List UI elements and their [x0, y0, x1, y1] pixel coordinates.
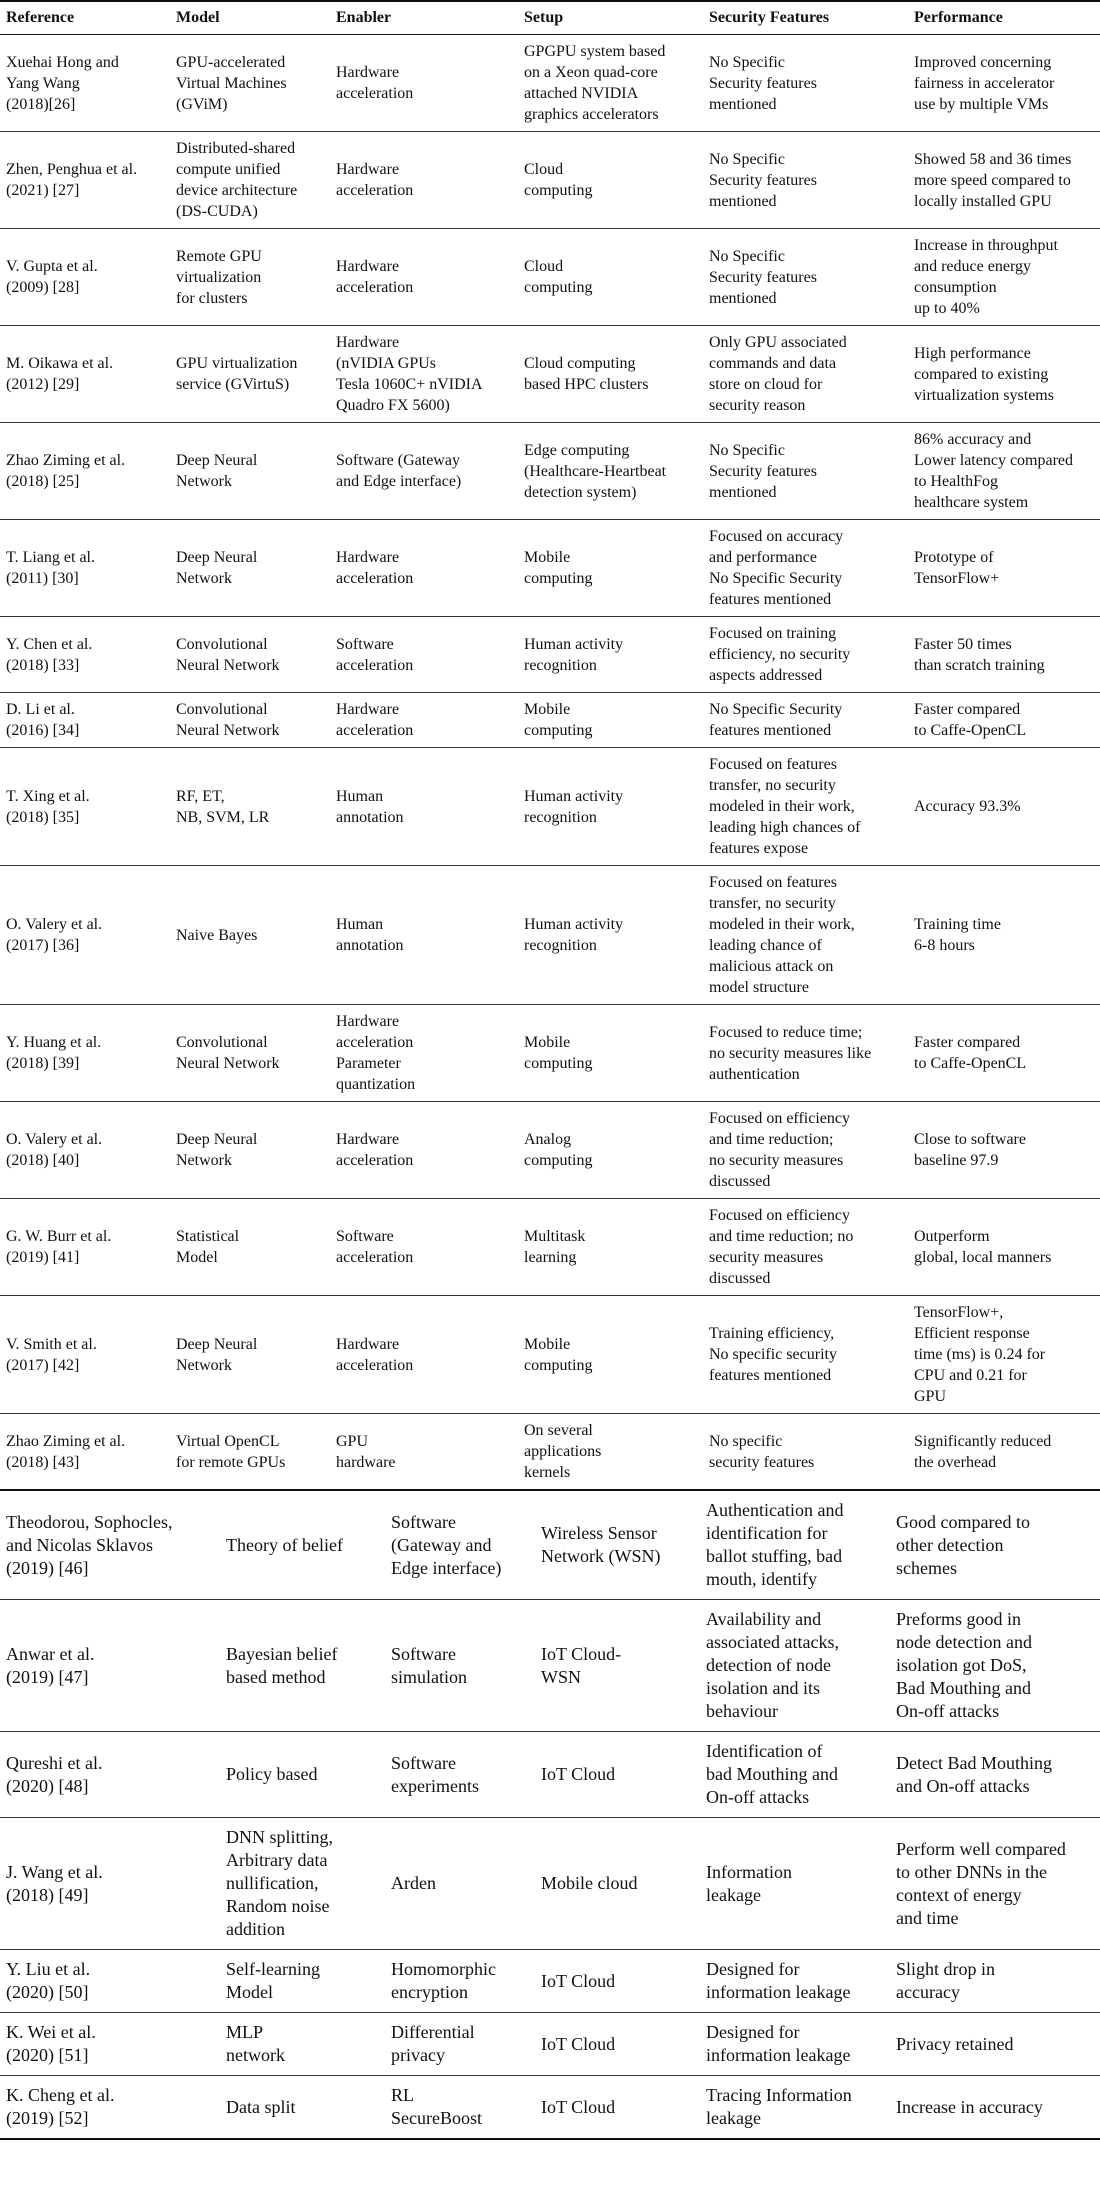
cell-enabler: Hardware acceleration	[330, 1296, 518, 1414]
table-row	[0, 1950, 1100, 2013]
cell-setup: GPGPU system based on a Xeon quad-core attached NVIDIA graphics accelerators	[518, 35, 703, 132]
cell-security-features: Training efficiency, No specific security features mentioned	[703, 1296, 908, 1414]
cell-enabler: Hardware acceleration	[330, 35, 518, 132]
table-row	[0, 1199, 1100, 1296]
table-row	[0, 35, 1100, 132]
cell-performance: Increase in accuracy	[890, 2076, 1100, 2140]
cell-performance: TensorFlow+, Efficient response time (ms) is 0.24 for CPU and 0.21 for GPU	[908, 1296, 1100, 1414]
cell-enabler: Human annotation	[330, 866, 518, 1005]
cell-performance: Good compared to other detection schemes	[890, 1491, 1100, 1600]
table-row	[0, 132, 1100, 229]
cell-security-features: Focused on efficiency and time reduction; no security measures discussed	[703, 1102, 908, 1199]
cell-security-features: No Specific Security features mentioned	[703, 229, 908, 326]
cell-security-features: No Specific Security features mentioned	[703, 35, 908, 132]
table-row	[0, 617, 1100, 693]
cell-reference: Theodorou, Sophocles, and Nicolas Sklavos (2019) [46]	[0, 1491, 220, 1600]
table-row	[0, 2013, 1100, 2076]
table-row	[0, 520, 1100, 617]
cell-model: Deep Neural Network	[170, 1102, 330, 1199]
table-row	[0, 1005, 1100, 1102]
cell-model: Self-learning Model	[220, 1950, 385, 2013]
cell-performance: Privacy retained	[890, 2013, 1100, 2076]
cell-setup: Mobile cloud	[535, 1818, 700, 1950]
cell-enabler: Software experiments	[385, 1732, 535, 1818]
cell-setup: Edge computing (Healthcare-Heartbeat detection system)	[518, 423, 703, 520]
cell-security-features: Focused to reduce time; no security measures like authentication	[703, 1005, 908, 1102]
table-row	[0, 1491, 1100, 1600]
cell-reference: O. Valery et al. (2017) [36]	[0, 866, 170, 1005]
cell-model: Remote GPU virtualization for clusters	[170, 229, 330, 326]
cell-setup: Multitask learning	[518, 1199, 703, 1296]
cell-security-features: Information leakage	[700, 1818, 890, 1950]
comparison-table-bottom	[0, 1491, 1100, 2140]
cell-model: Convolutional Neural Network	[170, 693, 330, 748]
cell-reference: G. W. Burr et al. (2019) [41]	[0, 1199, 170, 1296]
cell-enabler: GPU hardware	[330, 1414, 518, 1491]
cell-performance: Increase in throughput and reduce energy consumption up to 40%	[908, 229, 1100, 326]
cell-enabler: Hardware acceleration Parameter quantization	[330, 1005, 518, 1102]
table-row	[0, 1296, 1100, 1414]
cell-security-features: Focused on features transfer, no security modeled in their work, leading high chances of features expose	[703, 748, 908, 866]
cell-reference: M. Oikawa et al. (2012) [29]	[0, 326, 170, 423]
cell-security-features: No Specific Security features mentioned	[703, 132, 908, 229]
cell-setup: Wireless Sensor Network (WSN)	[535, 1491, 700, 1600]
cell-setup: Mobile computing	[518, 1005, 703, 1102]
cell-reference: Y. Liu et al. (2020) [50]	[0, 1950, 220, 2013]
cell-reference: T. Liang et al. (2011) [30]	[0, 520, 170, 617]
cell-enabler: Software acceleration	[330, 1199, 518, 1296]
cell-model: Convolutional Neural Network	[170, 1005, 330, 1102]
cell-model: Naive Bayes	[170, 866, 330, 1005]
header-setup: Setup	[524, 9, 564, 26]
cell-model: MLP network	[220, 2013, 385, 2076]
table-header-row	[0, 1, 1100, 35]
cell-enabler: Hardware acceleration	[330, 229, 518, 326]
cell-performance: 86% accuracy and Lower latency compared to HealthFog healthcare system	[908, 423, 1100, 520]
cell-enabler: Hardware acceleration	[330, 520, 518, 617]
cell-model: Data split	[220, 2076, 385, 2140]
cell-setup: IoT Cloud	[535, 2013, 700, 2076]
cell-reference: Zhen, Penghua et al. (2021) [27]	[0, 132, 170, 229]
cell-setup: Human activity recognition	[518, 748, 703, 866]
cell-model: DNN splitting, Arbitrary data nullification, Random noise addition	[220, 1818, 385, 1950]
cell-model: GPU-accelerated Virtual Machines (GViM)	[170, 35, 330, 132]
cell-model: Statistical Model	[170, 1199, 330, 1296]
cell-enabler: Human annotation	[330, 748, 518, 866]
cell-performance: Outperform global, local manners	[908, 1199, 1100, 1296]
cell-reference: Zhao Ziming et al. (2018) [43]	[0, 1414, 170, 1491]
cell-performance: Slight drop in accuracy	[890, 1950, 1100, 2013]
cell-security-features: Designed for information leakage	[700, 2013, 890, 2076]
cell-reference: Xuehai Hong and Yang Wang (2018)[26]	[0, 35, 170, 132]
cell-enabler: Homomorphic encryption	[385, 1950, 535, 2013]
cell-setup: Mobile computing	[518, 693, 703, 748]
table-row	[0, 1102, 1100, 1199]
cell-security-features: No specific security features	[703, 1414, 908, 1491]
cell-security-features: Focused on efficiency and time reduction; no security measures discussed	[703, 1199, 908, 1296]
cell-performance: High performance compared to existing virtualization systems	[908, 326, 1100, 423]
cell-performance: Significantly reduced the overhead	[908, 1414, 1100, 1491]
cell-reference: O. Valery et al. (2018) [40]	[0, 1102, 170, 1199]
cell-reference: T. Xing et al. (2018) [35]	[0, 748, 170, 866]
cell-setup: Cloud computing based HPC clusters	[518, 326, 703, 423]
cell-performance: Faster compared to Caffe-OpenCL	[908, 1005, 1100, 1102]
cell-model: GPU virtualization service (GVirtuS)	[170, 326, 330, 423]
cell-performance: Detect Bad Mouthing and On-off attacks	[890, 1732, 1100, 1818]
cell-performance: Showed 58 and 36 times more speed compared to locally installed GPU	[908, 132, 1100, 229]
cell-setup: Mobile computing	[518, 520, 703, 617]
cell-setup: IoT Cloud	[535, 1950, 700, 2013]
cell-setup: Human activity recognition	[518, 617, 703, 693]
cell-reference: Zhao Ziming et al. (2018) [25]	[0, 423, 170, 520]
cell-security-features: Focused on training efficiency, no security aspects addressed	[703, 617, 908, 693]
cell-enabler: RL SecureBoost	[385, 2076, 535, 2140]
table-row	[0, 1818, 1100, 1950]
cell-reference: J. Wang et al. (2018) [49]	[0, 1818, 220, 1950]
table-row	[0, 2076, 1100, 2140]
table-body-bottom	[0, 1491, 1100, 2139]
cell-enabler: Hardware acceleration	[330, 1102, 518, 1199]
cell-performance: Perform well compared to other DNNs in the context of energy and time	[890, 1818, 1100, 1950]
header-performance: Performance	[914, 9, 1003, 26]
cell-setup: Analog computing	[518, 1102, 703, 1199]
table-row	[0, 1732, 1100, 1818]
cell-reference: D. Li et al. (2016) [34]	[0, 693, 170, 748]
cell-model: Distributed-shared compute unified device architecture (DS-CUDA)	[170, 132, 330, 229]
cell-model: Bayesian belief based method	[220, 1600, 385, 1732]
cell-model: Deep Neural Network	[170, 520, 330, 617]
cell-performance: Prototype of TensorFlow+	[908, 520, 1100, 617]
cell-model: RF, ET, NB, SVM, LR	[170, 748, 330, 866]
cell-security-features: Focused on accuracy and performance No Specific Security features mentioned	[703, 520, 908, 617]
table-row	[0, 1600, 1100, 1732]
table-row	[0, 693, 1100, 748]
cell-reference: K. Cheng et al. (2019) [52]	[0, 2076, 220, 2140]
table-row	[0, 423, 1100, 520]
cell-setup: IoT Cloud	[535, 2076, 700, 2140]
cell-setup: Human activity recognition	[518, 866, 703, 1005]
table-row	[0, 229, 1100, 326]
cell-security-features: No Specific Security features mentioned	[703, 693, 908, 748]
cell-setup: IoT Cloud	[535, 1732, 700, 1818]
cell-model: Theory of belief	[220, 1491, 385, 1600]
cell-security-features: Only GPU associated commands and data store on cloud for security reason	[703, 326, 908, 423]
cell-reference: Qureshi et al. (2020) [48]	[0, 1732, 220, 1818]
header-enabler: Enabler	[336, 9, 392, 26]
cell-enabler: Hardware acceleration	[330, 693, 518, 748]
header-security-features: Security Features	[709, 9, 830, 26]
cell-enabler: Software (Gateway and Edge interface)	[385, 1491, 535, 1600]
cell-model: Convolutional Neural Network	[170, 617, 330, 693]
cell-security-features: No Specific Security features mentioned	[703, 423, 908, 520]
cell-performance: Faster compared to Caffe-OpenCL	[908, 693, 1100, 748]
cell-model: Deep Neural Network	[170, 1296, 330, 1414]
cell-setup: Cloud computing	[518, 229, 703, 326]
cell-reference: V. Gupta et al. (2009) [28]	[0, 229, 170, 326]
cell-reference: K. Wei et al. (2020) [51]	[0, 2013, 220, 2076]
cell-setup: IoT Cloud- WSN	[535, 1600, 700, 1732]
cell-enabler: Hardware (nVIDIA GPUs Tesla 1060C+ nVIDIA Quadro FX 5600)	[330, 326, 518, 423]
table-row	[0, 748, 1100, 866]
header-model: Model	[176, 9, 220, 26]
cell-model: Deep Neural Network	[170, 423, 330, 520]
cell-reference: Anwar et al. (2019) [47]	[0, 1600, 220, 1732]
table-body-top	[0, 35, 1100, 1491]
cell-security-features: Identification of bad Mouthing and On-off attacks	[700, 1732, 890, 1818]
table-row	[0, 1414, 1100, 1491]
cell-enabler: Arden	[385, 1818, 535, 1950]
cell-performance: Close to software baseline 97.9	[908, 1102, 1100, 1199]
cell-reference: Y. Chen et al. (2018) [33]	[0, 617, 170, 693]
cell-performance: Accuracy 93.3%	[908, 748, 1100, 866]
cell-enabler: Software acceleration	[330, 617, 518, 693]
cell-performance: Faster 50 times than scratch training	[908, 617, 1100, 693]
table-row	[0, 326, 1100, 423]
cell-setup: On several applications kernels	[518, 1414, 703, 1491]
table-row	[0, 866, 1100, 1005]
cell-performance: Training time 6-8 hours	[908, 866, 1100, 1005]
cell-security-features: Availability and associated attacks, detection of node isolation and its behaviour	[700, 1600, 890, 1732]
cell-performance: Improved concerning fairness in accelerator use by multiple VMs	[908, 35, 1100, 132]
cell-enabler: Software simulation	[385, 1600, 535, 1732]
cell-security-features: Authentication and identification for ballot stuffing, bad mouth, identify	[700, 1491, 890, 1600]
cell-security-features: Designed for information leakage	[700, 1950, 890, 2013]
cell-enabler: Hardware acceleration	[330, 132, 518, 229]
cell-enabler: Differential privacy	[385, 2013, 535, 2076]
cell-model: Virtual OpenCL for remote GPUs	[170, 1414, 330, 1491]
cell-enabler: Software (Gateway and Edge interface)	[330, 423, 518, 520]
header-reference: Reference	[6, 9, 75, 26]
cell-security-features: Focused on features transfer, no security modeled in their work, leading chance of malicious attack on model structure	[703, 866, 908, 1005]
cell-setup: Mobile computing	[518, 1296, 703, 1414]
cell-reference: Y. Huang et al. (2018) [39]	[0, 1005, 170, 1102]
cell-model: Policy based	[220, 1732, 385, 1818]
cell-performance: Preforms good in node detection and isolation got DoS, Bad Mouthing and On-off attacks	[890, 1600, 1100, 1732]
cell-reference: V. Smith et al. (2017) [42]	[0, 1296, 170, 1414]
cell-security-features: Tracing Information leakage	[700, 2076, 890, 2140]
cell-setup: Cloud computing	[518, 132, 703, 229]
